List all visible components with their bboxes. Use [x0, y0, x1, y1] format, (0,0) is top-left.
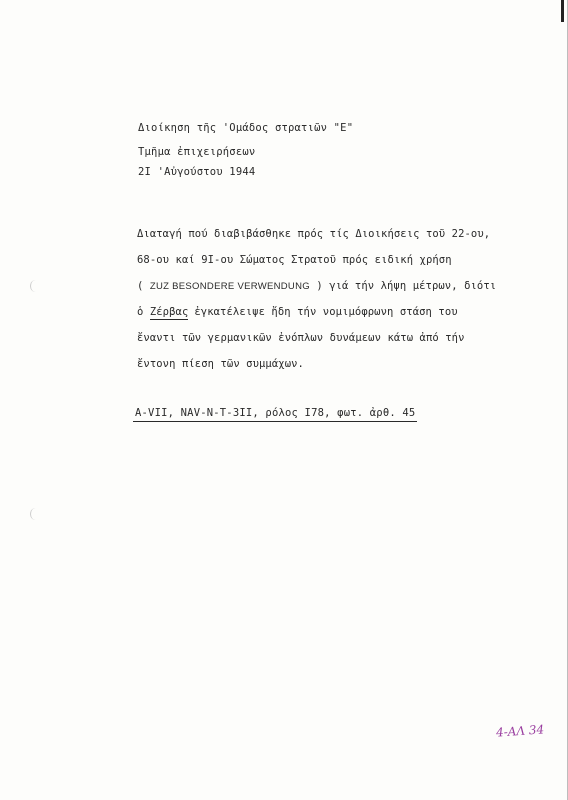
latin-phrase: ZUZ BESONDERE VERWENDUNG: [149, 281, 310, 292]
punch-hole-mark: [30, 508, 41, 520]
article: ὁ: [137, 306, 144, 318]
body-line-4-rest: ἐγκατέλειψε ἤδη τήν νομιμόφρωνη στάση του: [194, 306, 458, 318]
underlined-name: Ζέρβας: [149, 306, 189, 318]
body-line-2: 68-ου καί 9Ι-ου Σώματος Στρατοῦ πρός ειδική χρήση: [137, 254, 452, 266]
body-line-3: [137, 273, 547, 299]
body-line-3-rest: ) γιά τήν λήψη μέτρων, διότι: [309, 280, 497, 292]
body-line-1: Διαταγή πού διαβιβάσθηκε πρός τίς Διοικήσεις τοῦ 22-ου,: [137, 228, 491, 240]
archive-reference: A-VII, NAV-N-T-3II, ρόλος Ι78, φωτ. ἀρθ. 45: [133, 407, 417, 422]
handwritten-note: 4-ΑΛ 34: [495, 722, 545, 740]
body-line-5: ἔναντι τῶν γερμανικῶν ἐνόπλων δυνάμεων κάτω ἀπό τήν: [137, 332, 465, 344]
body-line-4: [137, 299, 547, 325]
paren-open: (: [137, 280, 150, 292]
header-line-1: Διοίκηση τῆς 'Ομάδος στρατιῶν "Ε": [138, 122, 354, 134]
body-paragraph: [137, 221, 547, 377]
corner-mark: [561, 0, 564, 22]
punch-hole-mark: [30, 280, 41, 292]
header-line-2: Τμῆμα ἐπιχειρήσεων: [138, 146, 256, 158]
body-line-6: ἔντονη πίεση τῶν συμμάχων.: [137, 358, 304, 370]
header-line-3: 2Ι 'Αὐγούστου 1944: [138, 166, 256, 178]
